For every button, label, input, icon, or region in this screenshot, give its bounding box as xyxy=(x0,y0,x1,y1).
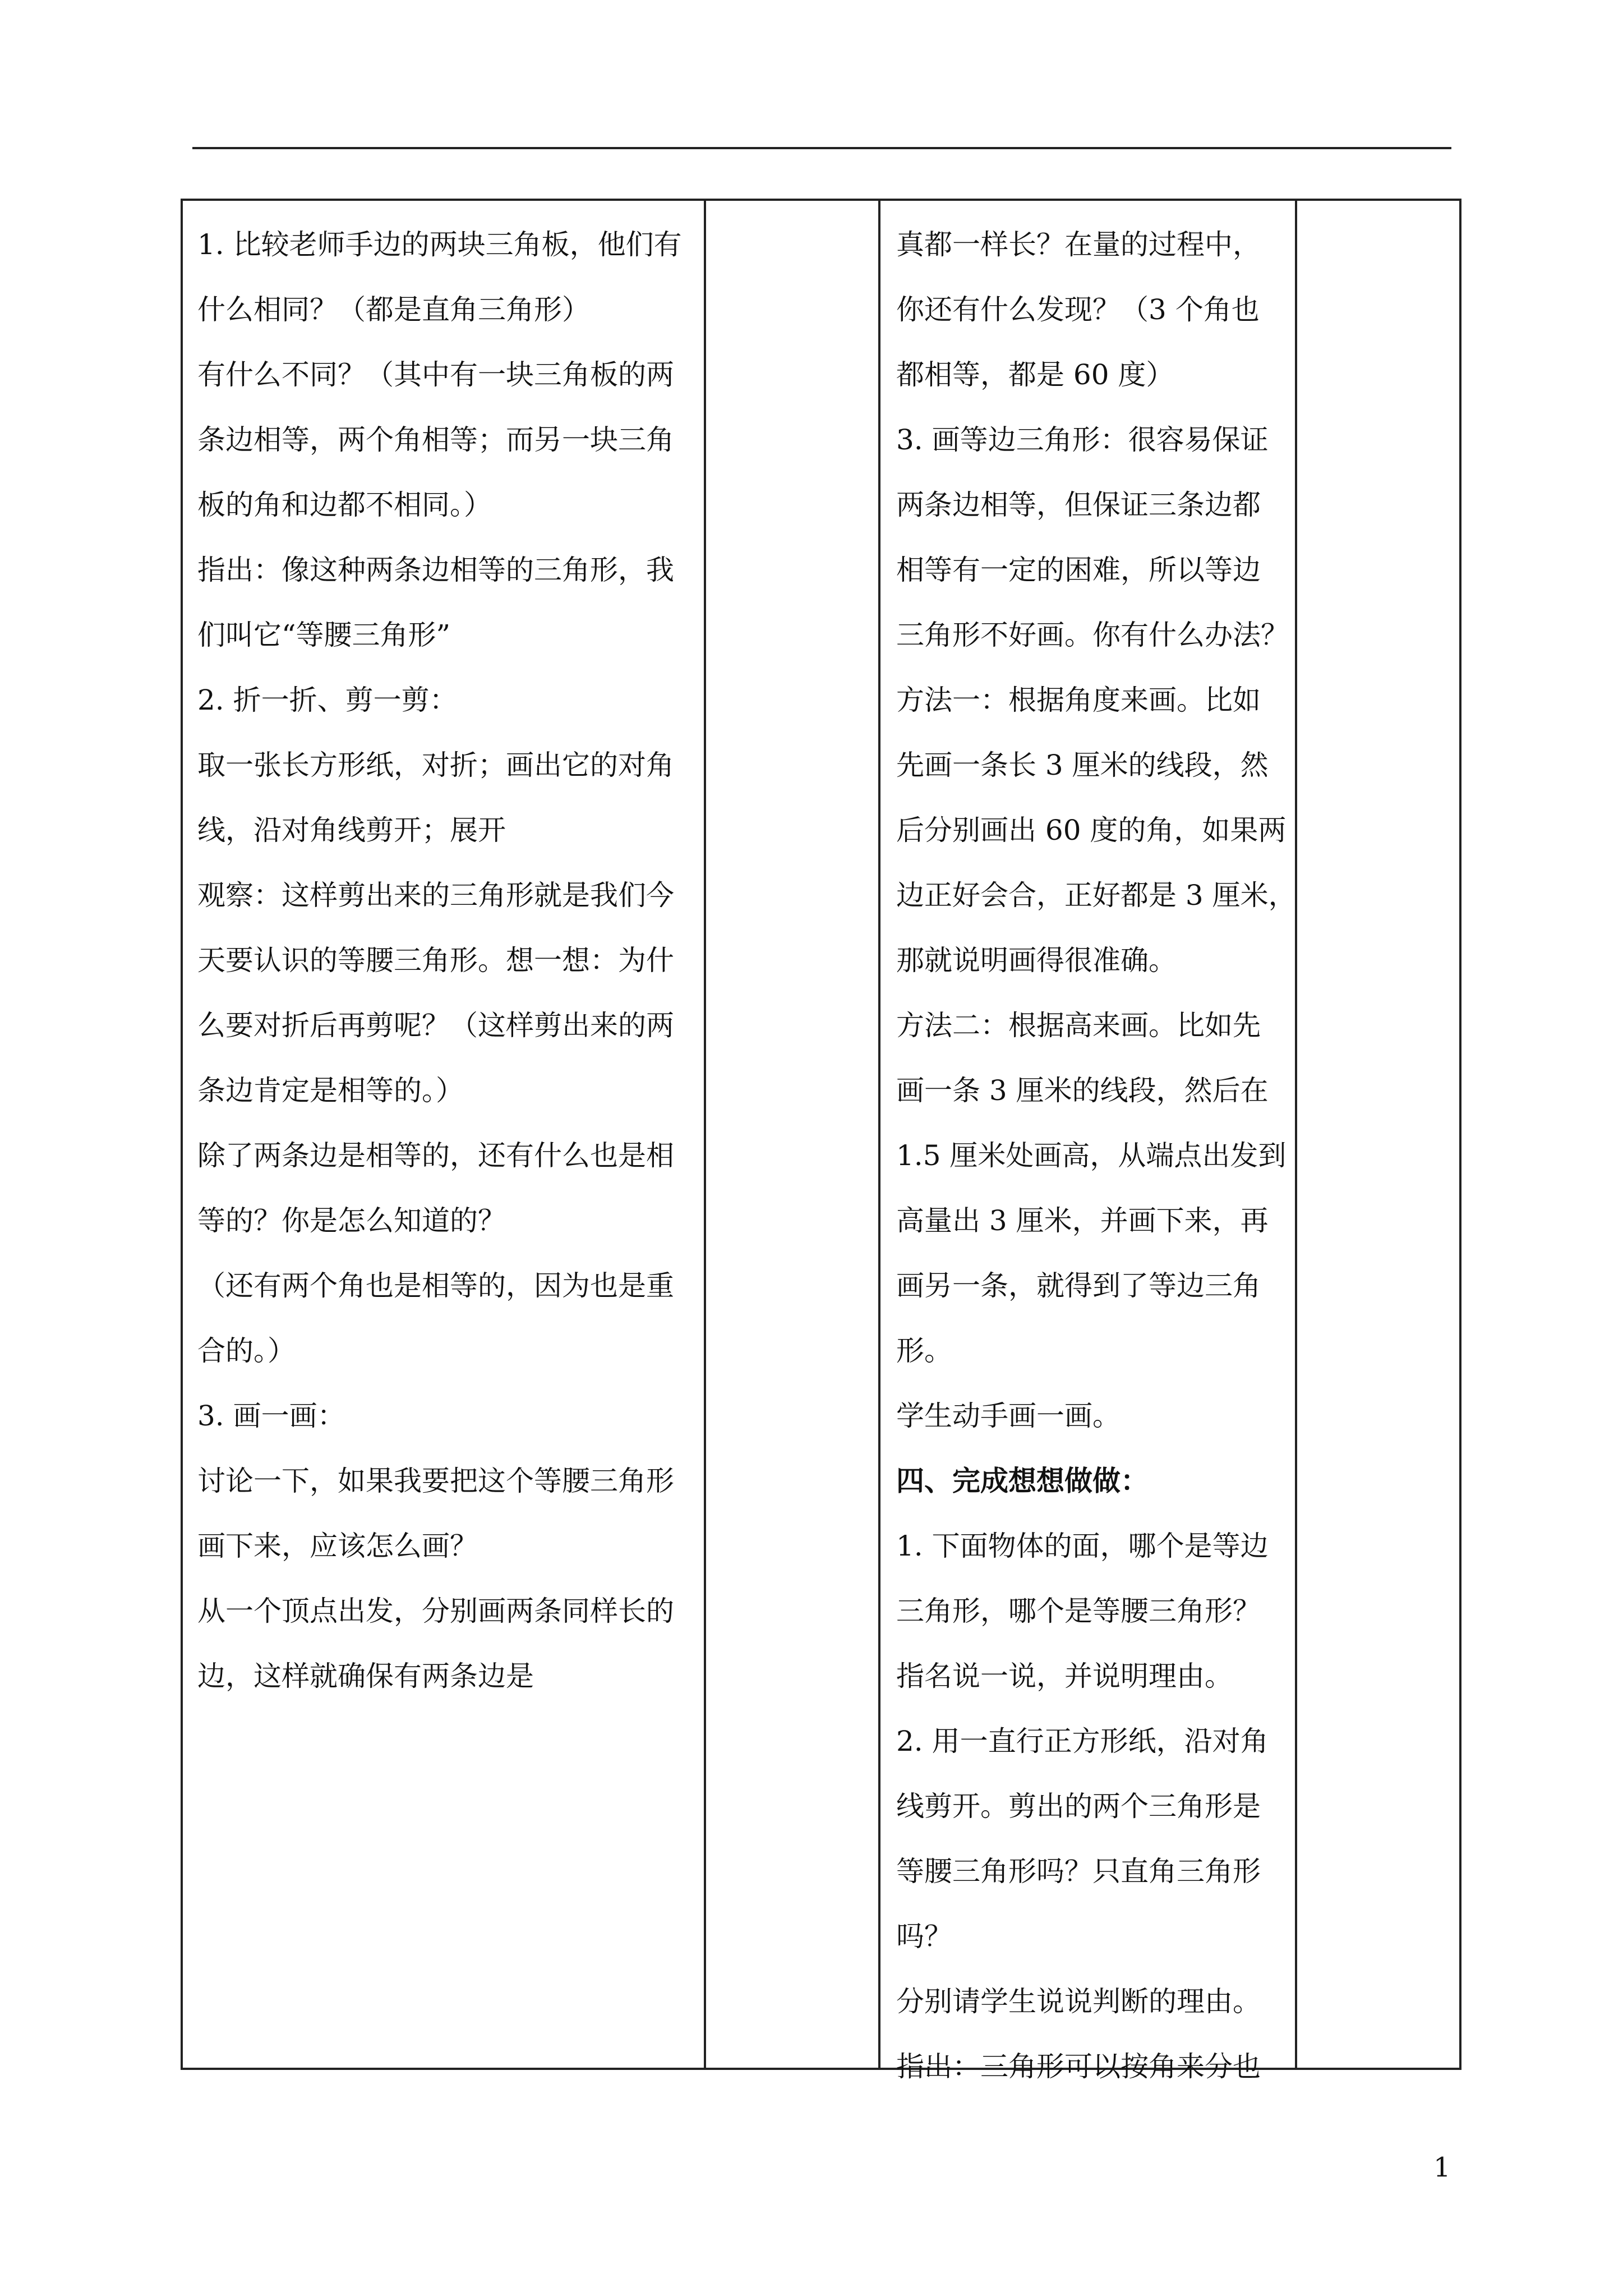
text-line: 观察：这样剪出来的三角形就是我们今 xyxy=(197,879,674,912)
text-line: 取一张长方形纸，对折；画出它的对角 xyxy=(197,749,674,781)
text-line: 学生动手画一画。 xyxy=(896,1400,1121,1432)
text-line: 们叫它“等腰三角形” xyxy=(197,619,451,651)
text-line: 两条边相等，但保证三条边都 xyxy=(896,489,1261,521)
text-line: 指出：像这种两条边相等的三角形，我 xyxy=(197,554,674,586)
text-line: 1.5 厘米处画高，从端点出发到 xyxy=(896,1139,1287,1172)
text-line: 指出：三角形可以按角来分也 xyxy=(896,2050,1261,2083)
empty-column-2 xyxy=(706,201,880,2068)
text-line: 么要对折后再剪呢？（这样剪出来的两 xyxy=(197,1009,674,1042)
text-line: 吗？ xyxy=(896,1920,952,1953)
text-line: 条边相等，两个角相等；而另一块三角 xyxy=(197,424,674,456)
text-line: 那就说明画得很准确。 xyxy=(896,944,1177,977)
text-line: 四、完成想想做做： xyxy=(896,1464,1149,1497)
text-line: 你还有什么发现？（3 个角也 xyxy=(896,293,1260,326)
text-line: 等的？你是怎么知道的？ xyxy=(197,1204,506,1237)
header-rule xyxy=(192,147,1451,149)
text-line: 先画一条长 3 厘米的线段，然 xyxy=(896,749,1269,781)
text-line: 相等有一定的困难，所以等边 xyxy=(896,554,1261,586)
lesson-table xyxy=(181,199,1461,2083)
text-line: 都相等，都是 60 度） xyxy=(896,358,1174,391)
text-line: 画另一条，就得到了等边三角 xyxy=(896,1269,1261,1302)
text-line: 画下来，应该怎么画？ xyxy=(197,1530,478,1562)
text-line: 指名说一说，并说明理由。 xyxy=(896,1660,1233,1692)
text-line: 合的。） xyxy=(197,1335,296,1367)
text-line: 形。 xyxy=(896,1335,952,1367)
text-line: （还有两个角也是相等的，因为也是重 xyxy=(197,1269,674,1302)
text-line: 三角形，哪个是等腰三角形？ xyxy=(896,1595,1261,1627)
text-line: 3. 画等边三角形：很容易保证 xyxy=(896,424,1269,456)
text-line: 什么相同？（都是直角三角形） xyxy=(197,293,590,326)
text-line: 等腰三角形吗？只直角三角形 xyxy=(896,1855,1261,1888)
text-line: 高量出 3 厘米，并画下来，再 xyxy=(896,1204,1269,1237)
text-line: 条边肯定是相等的。） xyxy=(197,1074,464,1107)
text-line: 线剪开。剪出的两个三角形是 xyxy=(896,1790,1261,1823)
text-line: 天要认识的等腰三角形。想一想：为什 xyxy=(197,944,674,977)
text-line: 线，沿对角线剪开；展开 xyxy=(197,814,506,846)
text-line: 真都一样长？在量的过程中， xyxy=(896,228,1261,261)
text-line: 边，这样就确保有两条边是 xyxy=(197,1660,534,1692)
text-line: 方法一：根据角度来画。比如 xyxy=(896,684,1261,716)
text-line: 除了两条边是相等的，还有什么也是相 xyxy=(197,1139,674,1172)
text-line: 边正好会合，正好都是 3 厘米， xyxy=(896,879,1297,912)
text-line: 2. 折一折、剪一剪： xyxy=(197,684,458,716)
text-line: 有什么不同？（其中有一块三角板的两 xyxy=(197,358,674,391)
text-line: 从一个顶点出发，分别画两条同样长的 xyxy=(197,1595,674,1627)
text-line: 3. 画一画： xyxy=(197,1400,345,1432)
text-line: 画一条 3 厘米的线段，然后在 xyxy=(896,1074,1269,1107)
empty-column-4 xyxy=(1297,201,1459,2068)
text-line: 板的角和边都不相同。） xyxy=(197,489,492,521)
text-line: 1. 比较老师手边的两块三角板，他们有 xyxy=(197,228,682,261)
text-line: 2. 用一直行正方形纸，沿对角 xyxy=(896,1725,1269,1757)
page-number: 1 xyxy=(1433,2152,1451,2183)
text-line: 分别请学生说说判断的理由。 xyxy=(896,1985,1261,2018)
text-line: 三角形不好画。你有什么办法？ xyxy=(896,619,1289,651)
left-content-column xyxy=(183,201,706,2068)
text-line: 1. 下面物体的面，哪个是等边 xyxy=(896,1530,1269,1562)
text-line: 讨论一下，如果我要把这个等腰三角形 xyxy=(197,1465,674,1497)
text-line: 后分别画出 60 度的角，如果两 xyxy=(896,814,1287,846)
right-text-block xyxy=(896,212,1297,2099)
left-text-block xyxy=(197,212,702,1709)
right-content-column xyxy=(880,201,1297,2083)
text-line: 方法二：根据高来画。比如先 xyxy=(896,1009,1261,1042)
